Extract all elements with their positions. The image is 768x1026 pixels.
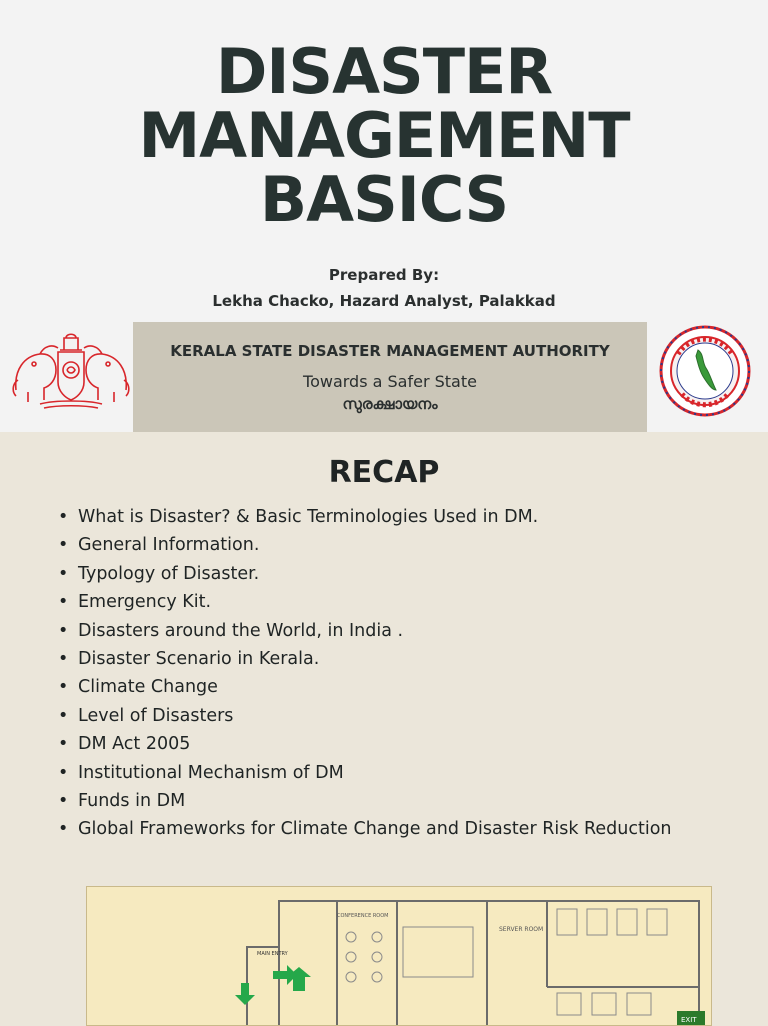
tagline: Towards a Safer State xyxy=(303,372,477,391)
server-room-label: SERVER ROOM xyxy=(499,926,544,933)
title-line-2: MANAGEMENT xyxy=(138,99,630,172)
list-item: • Climate Change xyxy=(56,673,672,701)
list-item: • Typology of Disaster. xyxy=(56,560,672,588)
list-item: • Institutional Mechanism of DM xyxy=(56,759,672,787)
list-item: • Disaster Scenario in Kerala. xyxy=(56,645,672,673)
exit-sign: EXIT xyxy=(681,1016,697,1024)
kerala-emblem-icon xyxy=(10,330,132,410)
ksdma-seal-icon xyxy=(658,324,752,418)
list-item: • Global Frameworks for Climate Change and Disaster Risk Reduction xyxy=(56,815,672,843)
list-item: • Funds in DM xyxy=(56,787,672,815)
list-item: • DM Act 2005 xyxy=(56,730,672,758)
floor-plan-image xyxy=(86,886,712,1026)
title-line-1: DISASTER xyxy=(215,35,553,108)
recap-list xyxy=(56,503,672,844)
list-item: • Emergency Kit. xyxy=(56,588,672,616)
list-item: • Disasters around the World, in India . xyxy=(56,617,672,645)
title-line-3: BASICS xyxy=(259,163,509,236)
prepared-by-label: Prepared By: xyxy=(328,266,440,284)
list-item: • Level of Disasters xyxy=(56,702,672,730)
tagline-malayalam: സുരക്ഷായനം xyxy=(342,395,438,413)
authority-name: KERALA STATE DISASTER MANAGEMENT AUTHORITY xyxy=(170,342,610,360)
main-entry-label: MAIN ENTRY xyxy=(257,951,288,957)
page-title xyxy=(0,35,768,236)
list-item: • General Information. xyxy=(56,531,672,559)
authority-banner xyxy=(133,322,647,432)
list-item: • What is Disaster? & Basic Terminologies Used in DM. xyxy=(56,503,672,531)
prepared-by xyxy=(0,262,768,314)
conference-room-label: CONFERENCE ROOM xyxy=(337,913,389,919)
recap-heading: RECAP xyxy=(328,455,440,490)
author-line: Lekha Chacko, Hazard Analyst, Palakkad xyxy=(212,292,556,310)
